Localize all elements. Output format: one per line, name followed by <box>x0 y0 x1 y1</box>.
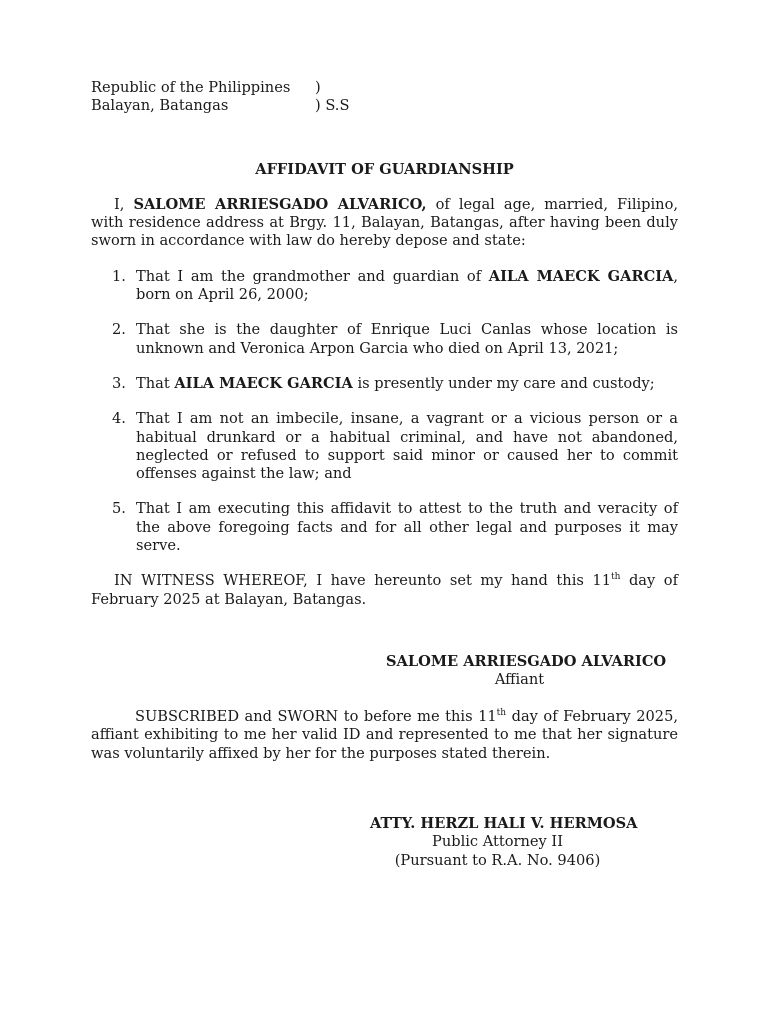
item-number: 2. <box>112 321 126 339</box>
affidavit-body <box>91 79 678 609</box>
item-number: 5. <box>112 500 126 518</box>
venue-line-2 <box>91 97 678 115</box>
intro-suffix: of legal age, married, Filipino, with residence address at Brgy. 11, Balayan, Batangas, after having been duly sworn in accordance with law do hereby depose and state: <box>91 195 678 250</box>
ordinal-suffix: th <box>496 708 507 718</box>
statement-item <box>91 500 678 555</box>
witness-text-end: day of February 2025 at Balayan, Batangas. <box>91 572 678 608</box>
venue-country: Republic of the Philippines <box>91 79 291 96</box>
statement-list <box>91 268 678 556</box>
ordinal-suffix: th <box>610 572 621 583</box>
jurat-text-start: SUBSCRIBED and SWORN to before me this 11 <box>135 708 497 725</box>
venue-bracket-2: ) S.S <box>315 97 350 115</box>
intro-prefix: I, <box>114 195 134 213</box>
jurat-paragraph <box>91 708 678 763</box>
witness-clause <box>91 572 678 609</box>
jurat-text <box>91 708 678 762</box>
affiant-name: SALOME ARRIESGADO ALVARICO <box>386 653 667 670</box>
affiant-name-intro: SALOME ARRIESGADO ALVARICO, <box>133 195 427 213</box>
notary-title: Public Attorney II <box>432 833 563 851</box>
jurat-text-end: day of February 2025, affiant exhibiting to me her valid ID and represented to me that her signature was voluntarily affixed by her for the purposes stated therein. <box>91 708 679 762</box>
item-text-end: , born on April 26, 2000; <box>136 267 678 304</box>
item-text: That I am not an imbecile, insane, a vagrant or a vicious person or a habitual drunkard or a habitual criminal, and have not abandoned, neglected or refused to support said minor or caused her to commit offenses against the law; and <box>136 410 678 483</box>
venue-line-1 <box>91 79 678 97</box>
item-text: That I am the grandmother and guardian of <box>136 267 489 285</box>
statement-item <box>91 375 678 393</box>
item-text: That she is the daughter of Enrique Luci Canlas whose location is unknown and Veronica Arpon Garcia who died on April 13, 2021; <box>136 321 678 357</box>
venue-bracket-1: ) <box>315 79 321 96</box>
statement-item <box>91 321 678 358</box>
affiant-signature-block <box>386 653 667 690</box>
item-text: That I am executing this affidavit to attest to the truth and veracity of the above foregoing facts and for all other legal and purposes it may serve. <box>136 500 678 555</box>
venue-locality: Balayan, Batangas <box>91 97 229 115</box>
item-text: That <box>136 374 175 392</box>
intro-paragraph <box>91 196 678 251</box>
statement-item <box>91 268 678 305</box>
statement-item <box>91 410 678 483</box>
ward-name: AILA MAECK GARCIA <box>488 267 674 285</box>
ward-name: AILA MAECK GARCIA <box>174 374 353 392</box>
witness-text: IN WITNESS WHEREOF, I have hereunto set my hand this 11 <box>114 572 611 590</box>
affiant-role: Affiant <box>494 671 545 689</box>
item-text-end: is presently under my care and custody; <box>352 374 655 392</box>
item-number: 3. <box>112 374 126 392</box>
notary-name: ATTY. HERZL HALI V. HERMOSA <box>370 815 638 832</box>
notary-authority: (Pursuant to R.A. No. 9406) <box>394 851 601 869</box>
notary-signature-block <box>370 815 638 870</box>
document-title: AFFIDAVIT OF GUARDIANSHIP <box>255 160 514 178</box>
item-number: 1. <box>112 267 126 285</box>
item-number: 4. <box>112 410 126 428</box>
